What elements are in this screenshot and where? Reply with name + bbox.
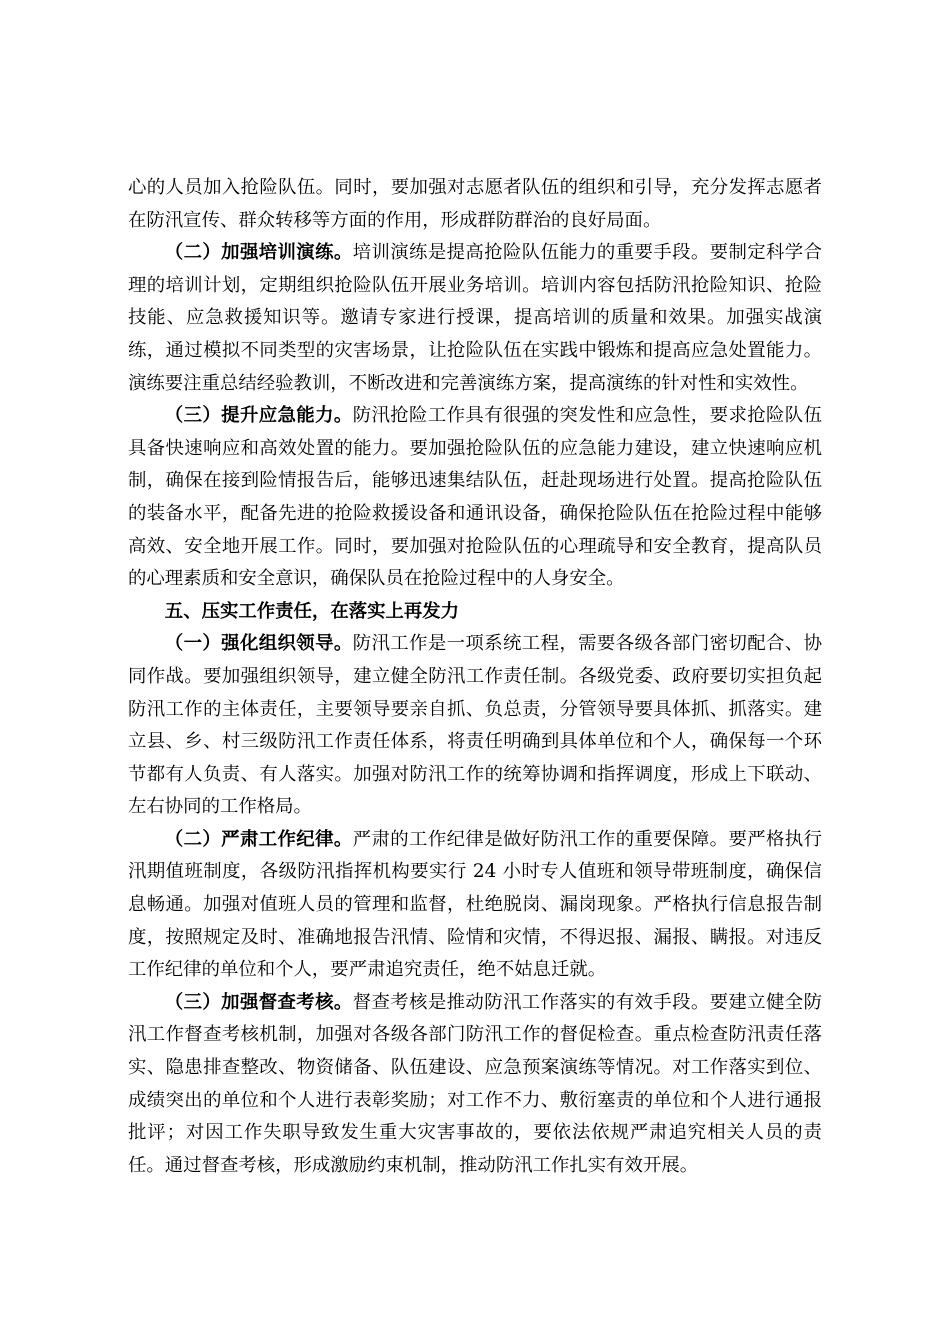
paragraph-organization-leadership (128, 628, 822, 824)
paragraph-lead-heading: （三）提升应急能力。 (164, 405, 353, 427)
paragraph-lead-heading: （一）强化组织领导。 (164, 633, 353, 655)
paragraph-continuation (128, 172, 822, 237)
paragraph-emergency-capability (128, 400, 822, 596)
paragraph-body: 督查考核是推动防汛工作落实的有效手段。要建立健全防汛工作督查考核机制，加强对各级各部门防汛工作的督促检查。重点检查防汛责任落实、隐患排查整改、物资储备、队伍建设、应急预案演练等情况。对工作落实到位、成绩突出的单位和个人进行表彰奖励；对工作不力、敷衍塞责的单位和个人进行通报批评；对因工作失职导致发生重大灾害事故的，要依法依规严肃追究相关人员的责任。通过督查考核，形成激励约束机制，推动防汛工作扎实有效开展。 (128, 991, 822, 1176)
paragraph-body: 防汛工作是一项系统工程，需要各级各部门密切配合、协同作战。要加强组织领导，建立健全防汛工作责任制。各级党委、政府要切实担负起防汛工作的主体责任，主要领导要亲自抓、负总责，分管领导要具体抓、抓落实。建立县、乡、村三级防汛工作责任体系，将责任明确到具体单位和个人，确保每一个环节都有人负责、有人落实。加强对防汛工作的统筹协调和指挥调度，形成上下联动、左右协同的工作格局。 (128, 633, 822, 818)
paragraph-lead-heading: （二）严肃工作纪律。 (164, 828, 353, 850)
paragraph-lead-heading: （三）加强督查考核。 (164, 991, 353, 1013)
document-page (128, 172, 822, 1182)
paragraph-body: 心的人员加入抢险队伍。同时，要加强对志愿者队伍的组织和引导，充分发挥志愿者在防汛宣传、群众转移等方面的作用，形成群防群治的良好局面。 (128, 177, 822, 231)
paragraph-training-drills (128, 237, 822, 400)
paragraph-body: 防汛抢险工作具有很强的突发性和应急性，要求抢险队伍具备快速响应和高效处置的能力。要加强抢险队伍的应急能力建设，建立快速响应机制，确保在接到险情报告后，能够迅速集结队伍，赶赴现场进行处置。提高抢险队伍的装备水平，配备先进的抢险救援设备和通讯设备，确保抢险队伍在抢险过程中能够高效、安全地开展工作。同时，要加强对抢险队伍的心理疏导和安全教育，提高队员的心理素质和安全意识，确保队员在抢险过程中的人身安全。 (128, 405, 822, 590)
paragraph-body: 严肃的工作纪律是做好防汛工作的重要保障。要严格执行汛期值班制度，各级防汛指挥机构要实行 24 小时专人值班和领导带班制度，确保信息畅通。加强对值班人员的管理和监督，杜绝脱岗、漏岗现象。严格执行信息报告制度，按照规定及时、准确地报告汛情、险情和灾情，不得迟报、漏报、瞒报。对违反工作纪律的单位和个人，要严肃追究责任，绝不姑息迁就。 (128, 828, 822, 981)
paragraph-body: 培训演练是提高抢险队伍能力的重要手段。要制定科学合理的培训计划，定期组织抢险队伍开展业务培训。培训内容包括防汛抢险知识、抢险技能、应急救援知识等。邀请专家进行授课，提高培训的质量和效果。加强实战演练，通过模拟不同类型的灾害场景，让抢险队伍在实践中锻炼和提高应急处置能力。演练要注重总结经验教训，不断改进和完善演练方案，提高演练的针对性和实效性。 (128, 242, 822, 394)
paragraph-supervision-assessment (128, 987, 822, 1183)
section-heading: 五、压实工作责任，在落实上再发力 (164, 600, 460, 622)
paragraph-lead-heading: （二）加强培训演练。 (164, 242, 353, 264)
paragraph-work-discipline (128, 824, 822, 987)
